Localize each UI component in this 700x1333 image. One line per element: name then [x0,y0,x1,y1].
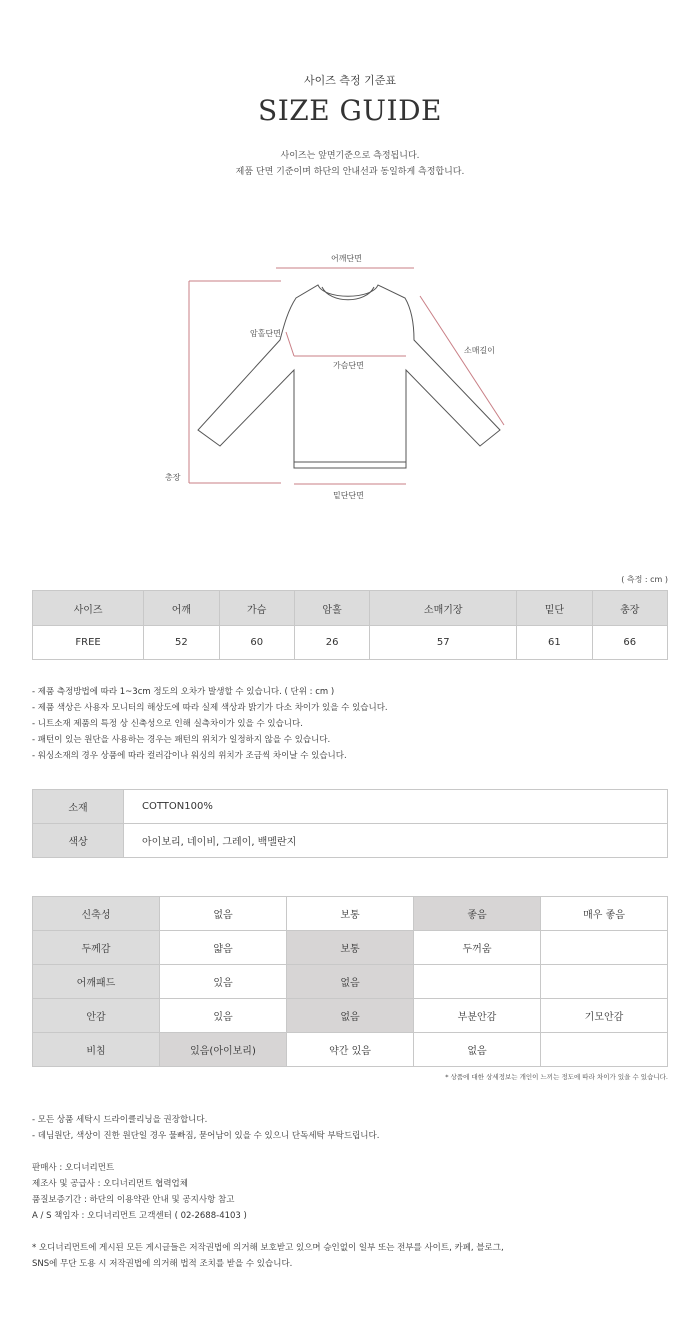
table-header-cell: 암홀 [294,591,369,626]
table-header-cell: 밑단 [517,591,592,626]
table-cell: 60 [219,626,294,660]
intro-line: 사이즈는 앞면기준으로 측정됩니다. [280,151,420,161]
page-subtitle: 사이즈 측정 기준표 [303,74,396,87]
unit-note: ( 측정 : cm ) [621,575,668,584]
feature-note: * 상품에 대한 상세정보는 개인이 느끼는 정도에 따라 차이가 있을 수 있습니다. [445,1073,668,1081]
table-header-cell: 소매기장 [370,591,517,626]
label-sleeve: 소매길이 [464,346,495,355]
material-key: 소재 [33,790,124,824]
feature-cell: 있음 [160,965,287,999]
feature-cell: 없음 [160,897,287,931]
intro-text [0,148,700,180]
feature-cell: 없음 [414,1033,541,1067]
note-line: - 니트소재 제품의 특정 상 신축성으로 인해 실측차이가 있을 수 있습니다. [32,719,303,729]
feature-table [32,896,668,1067]
table-row [33,931,668,965]
feature-cell: 부분안감 [414,999,541,1033]
table-header-cell: 사이즈 [33,591,144,626]
label-armhole: 암홀단면 [250,329,281,338]
feature-cell-selected: 있음(아이보리) [160,1033,287,1067]
color-key: 색상 [33,824,124,858]
table-cell: 66 [592,626,667,660]
note-line: - 제품 측정방법에 따라 1~3cm 정도의 오차가 발생할 수 있습니다. ( 단위 : cm ) [32,687,335,697]
copyright-line: * 오디너리먼트에 게시된 모든 게시글들은 저작권법에 의거해 보호받고 있으며 승인없이 일부 또는 전부를 사이트, 카페, 블로그, [32,1243,504,1253]
feature-cell: 얇음 [160,931,287,965]
feature-key: 신축성 [33,897,160,931]
feature-cell: 약간 있음 [287,1033,414,1067]
table-cell: 52 [144,626,219,660]
sweater-illustration [0,250,700,510]
feature-key: 비침 [33,1033,160,1067]
table-header-row [33,591,668,626]
table-row [33,626,668,660]
feature-cell-selected: 없음 [287,965,414,999]
feature-cell [414,965,541,999]
care-notes [32,1112,379,1144]
table-row [33,897,668,931]
table-cell: 57 [370,626,517,660]
care-line: - 모든 상품 세탁시 드라이클리닝을 권장합니다. [32,1115,208,1125]
copyright-line: SNS에 무단 도용 시 저작권법에 의거해 법적 조치를 받을 수 있습니다. [32,1259,293,1269]
copyright-notice [32,1240,504,1272]
color-value: 아이보리, 네이비, 그레이, 백멜란지 [124,824,668,858]
table-row [33,1033,668,1067]
feature-cell: 매우 좋음 [541,897,668,931]
feature-cell: 있음 [160,999,287,1033]
page-title: SIZE GUIDE [258,94,442,127]
note-line: - 제품 색상은 사용자 모니터의 해상도에 따라 실제 색상과 밝기가 다소 차이가 있을 수 있습니다. [32,703,388,713]
table-row [33,965,668,999]
feature-cell-selected: 없음 [287,999,414,1033]
label-length: 총장 [165,473,181,482]
seller-info [32,1160,247,1224]
seller-line: 판매사 : 오디너리먼트 [32,1163,115,1173]
table-cell: 26 [294,626,369,660]
label-hem: 밑단단면 [333,491,364,500]
seller-line: A / S 책임자 : 오디너리먼트 고객센터 ( 02-2688-4103 ) [32,1211,247,1221]
seller-line: 제조사 및 공급사 : 오디너리먼트 협력업체 [32,1179,188,1189]
feature-cell [541,1033,668,1067]
measurement-notes [32,684,388,764]
care-line: - 데님원단, 색상이 진한 원단일 경우 물빠짐, 묻어남이 있을 수 있으니 단독세탁 부탁드립니다. [32,1131,380,1141]
note-line: - 워싱소재의 경우 상품에 따라 컬러감이나 워싱의 위치가 조금씩 차이날 수 있습니다. [32,751,347,761]
table-row [33,999,668,1033]
feature-cell [541,931,668,965]
label-shoulder: 어깨단면 [331,254,362,263]
feature-cell-selected: 보통 [287,931,414,965]
feature-key: 안감 [33,999,160,1033]
size-table [32,590,668,660]
feature-cell [541,965,668,999]
material-value: COTTON100% [124,790,668,824]
note-line: - 패턴이 있는 원단을 사용하는 경우는 패턴의 위치가 일정하지 않을 수 있습니다. [32,735,331,745]
table-header-cell: 어깨 [144,591,219,626]
feature-key: 어깨패드 [33,965,160,999]
table-cell: 61 [517,626,592,660]
feature-cell-selected: 좋음 [414,897,541,931]
feature-key: 두께감 [33,931,160,965]
label-chest: 가슴단면 [333,361,364,370]
table-header-cell: 총장 [592,591,667,626]
feature-cell: 기모안감 [541,999,668,1033]
material-table [32,789,668,858]
table-cell: FREE [33,626,144,660]
intro-line: 제품 단면 기준이며 하단의 안내선과 동일하게 측정합니다. [235,167,465,177]
garment-diagram [0,250,700,510]
feature-cell: 두꺼움 [414,931,541,965]
seller-line: 품질보증기간 : 하단의 이용약관 안내 및 공지사항 참고 [32,1195,235,1205]
table-row [33,824,668,858]
table-header-cell: 가슴 [219,591,294,626]
table-row [33,790,668,824]
feature-cell: 보통 [287,897,414,931]
